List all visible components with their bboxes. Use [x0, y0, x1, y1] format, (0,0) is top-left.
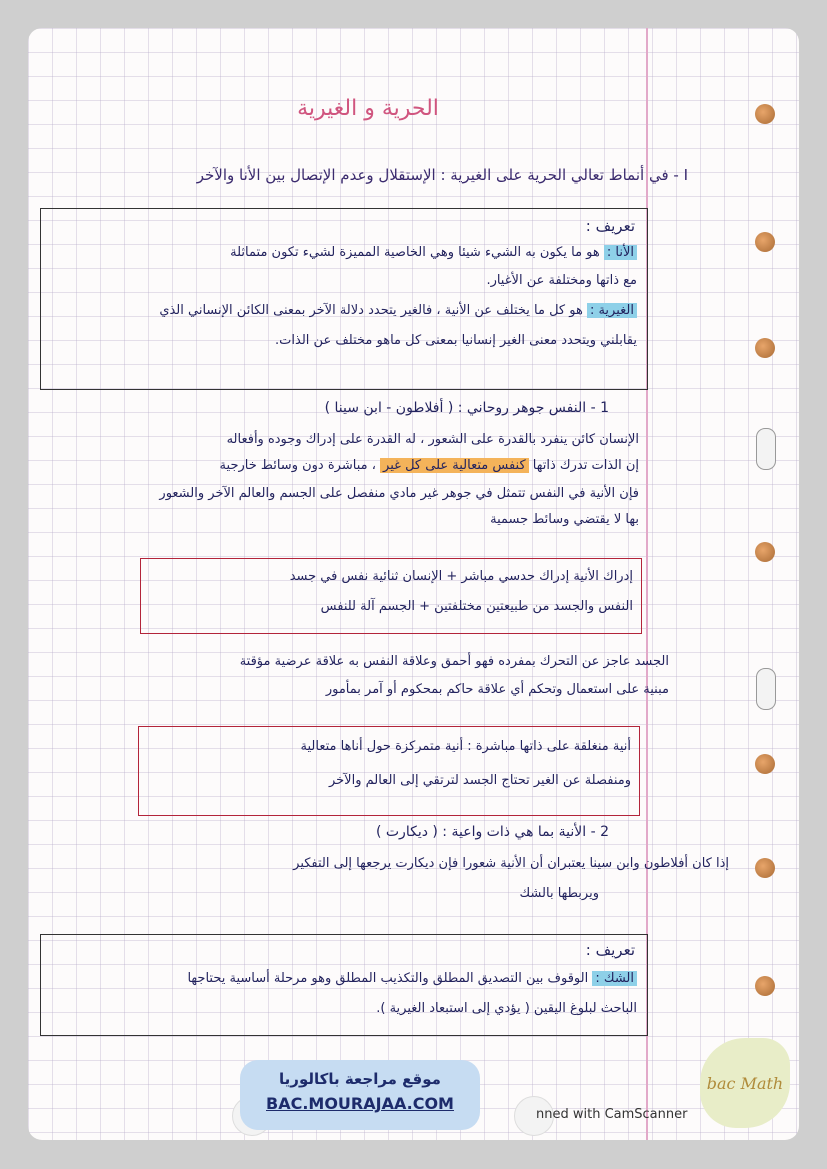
footer-site-label: موقع مراجعة باكالوريا	[279, 1070, 441, 1088]
para2-line-2: مبنية على استعمال وتحكم أي علاقة حاكم بمحكوم أو آمر بمأمور	[325, 682, 669, 697]
summary-box-2	[140, 558, 642, 634]
binder-hole	[755, 232, 775, 252]
point1-line-2b: ، مباشرة دون وسائط خارجية	[219, 458, 376, 473]
point1-heading: 1 - النفس جوهر روحاني : ( أفلاطون - ابن سينا )	[324, 400, 609, 416]
binder-hole	[755, 976, 775, 996]
footer-badge[interactable]	[240, 1060, 480, 1130]
box2-line-1: إدراك الأنية إدراك حدسي مباشر + الإنسان ثنائية نفس في جسد	[289, 569, 633, 584]
def1-ghayr-text-1: هو كل ما يختلف عن الأنية ، فالغير يتحدد دلالة الآخر بمعنى الكائن الإنساني الذي	[159, 303, 583, 318]
def2-row-1	[47, 971, 637, 986]
definition-box-1	[40, 208, 648, 390]
point2-heading: 2 - الأنية بما هي ذات واعية : ( ديكارت )	[375, 824, 609, 840]
point2-line-2: ويربطها بالشك	[519, 886, 599, 901]
point1-line-2a: إن الذات تدرك ذاتها	[532, 458, 639, 473]
binder-hole	[755, 338, 775, 358]
def1-ghayr-term: الغيرية :	[587, 303, 637, 318]
def2-term: الشك :	[592, 971, 637, 986]
binder-hole	[755, 754, 775, 774]
box3-line-2: ومنفصلة عن الغير تحتاج الجسد لترتقي إلى العالم والآخر	[328, 773, 631, 788]
definition-box-2	[40, 934, 648, 1036]
bacmath-logo: bac Math	[700, 1038, 790, 1128]
def2-line-2: الباحث لبلوغ اليقين ( يؤدي إلى استبعاد الغيرية ).	[376, 1001, 637, 1016]
point1-line-1: الإنسان كائن ينفرد بالقدرة على الشعور ، له القدرة على إدراك وجوده وأفعاله	[226, 432, 639, 447]
binder-slot	[756, 428, 776, 470]
page-title: الحرية و الغيرية	[297, 96, 439, 121]
point1-line-2-highlight: كنفس متعالية على كل غير	[380, 458, 529, 473]
def1-ana-term: الأنا :	[604, 245, 637, 260]
notebook-page	[28, 28, 799, 1140]
binder-hole	[755, 104, 775, 124]
box3-line-1: أنية منغلقة على ذاتها مباشرة : أنية متمركزة حول أناها متعالية	[300, 739, 631, 754]
point2-line-1: إذا كان أفلاطون وابن سينا يعتبران أن الأنية شعورا فإن ديكارت يرجعها إلى التفكير	[293, 856, 729, 871]
def2-line-1: الوقوف بين التصديق المطلق والتكذيب المطلق وهو مرحلة أساسية يحتاجها	[187, 971, 589, 986]
binder-hole	[755, 542, 775, 562]
footer-url-link[interactable]: BAC.MOURAJAA.COM	[266, 1094, 454, 1113]
binder-hole	[755, 858, 775, 878]
summary-box-3	[138, 726, 640, 816]
para2-line-1: الجسد عاجز عن التحرك بمفرده فهو أحمق وعلاقة النفس به علاقة عرضية مؤقتة	[239, 654, 669, 669]
def2-label: تعريف :	[585, 941, 635, 959]
def1-ana-row	[47, 245, 637, 260]
point1-line-3: فإن الأنية في النفس تتمثل في جوهر غير مادي منفصل على الجسم والعالم الآخر والشعور	[159, 486, 639, 501]
def1-ana-text-1: هو ما يكون به الشيء شيئا وهي الخاصية المميزة لشيء تكون متماثلة	[230, 245, 600, 260]
def1-ghayr-row	[47, 303, 637, 318]
point1-line-4: بها لا يقتضي وسائط جسمية	[490, 512, 639, 527]
def1-label: تعريف :	[585, 217, 635, 235]
camscanner-watermark: nned with CamScanner	[536, 1107, 688, 1122]
def1-ghayr-text-2: يقابلني ويتحدد معنى الغير إنسانيا بمعنى كل ماهو مختلف عن الذات.	[275, 333, 637, 348]
binder-slot	[756, 668, 776, 710]
point1-line-2	[220, 458, 639, 473]
section1-heading: I - في أنماط تعالي الحرية على الغيرية : الإستقلال وعدم الإتصال بين الأنا والآخر	[196, 166, 688, 184]
def1-ana-text-2: مع ذاتها ومختلفة عن الأغيار.	[486, 273, 637, 288]
box2-line-2: النفس والجسد من طبيعتين مختلفتين + الجسم آلة للنفس	[320, 599, 633, 614]
